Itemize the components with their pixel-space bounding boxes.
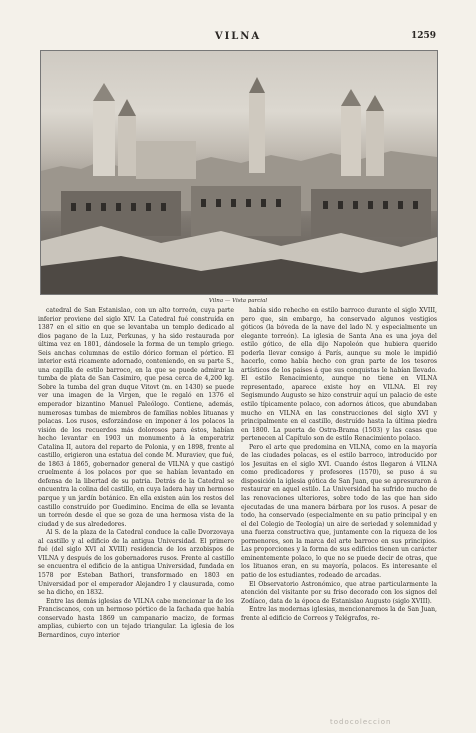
paragraph: catedral de San Estanislao, con un alto torreón, cuya parte inferior proviene del siglo XIV. La Catedral fué construída en 1387 en el sitio en que se levantaba un templo dedicado al dios pagano de la Luz, Perkunas, y ha sido restaurada por última vez en 1801, dándosele la forma de un templo griego. Seis anchas columnas de estilo dórico forman el pórtico. El interior está ricamente adornado, conteniendo, en su parte S., una capilla de estilo barroco, en la que se puede admirar la tumba de plata de San Casimiro, que pesa cerca de 4,200 kg. Sobre la tumba del gran duque Vitovt (m. en 1430) se puede ver una imagen de la Virgen, que le regaló en 1376 el emperador bizantino Manuel Paleólogo. Contiene, además, numerosas tumbas de miembros de familias nobles lituanas y polacas. Los rusos, esforzándose en imponer á los polacos la visión de los recuerdos más dolorosos para éstos, habían hecho levantar en 1903 un monumento á la emperatriz Catalina II, autora del reparto de Polonia, y en 1898, frente al castillo, erigieron una estatua del conde M. Muraviev, que fué, de 1863 á 1865, gobernador general de VILNA y que castigó cruelmente á los polacos por que se habían levantado en defensa de la libertad de su patria. Detrás de la Catedral se encuentra la colina del castillo, en cuya ladera hay un hermoso parque y un jardín botánico. En ella existen aún los restos del castillo construído por Guedimino. Encima de ella se levanta un torreón desde el que se goza de una hermosa vista de la ciudad y de sus alrededores.: [38, 307, 234, 528]
city-panorama-photo: [40, 50, 438, 295]
paragraph: Entre las modernas iglesias, mencionaremos la de San Juan, frente al edificio de Correos y Telégrafos, re-: [241, 606, 437, 622]
paragraph: Entre las demás iglesias de VILNA cabe mencionar la de los Franciscanos, con un hermoso pórtico de la fachada que había conservado hasta 1869 un campanario macizo, de formas amplias, cubierto con un tejado triangular. La iglesia de los Bernardinos, cuyo interior: [38, 597, 234, 639]
figure-caption: Vilna — Vista parcial: [208, 298, 268, 304]
page-number: 1259: [410, 31, 436, 41]
watermark-text: todocoleccion: [330, 718, 392, 726]
paragraph: había sido rehecho en estilo barroco durante el siglo XVIII, pero que, sin embargo, ha conservado algunos vestigios góticos (la bóveda de la nave del lado N. y especialmente un elegante torreón). La iglesia de Santa Ana es una joya del estilo gótico, de ella dijo Napoleón que hubiera querido poderla llevar consigo á París, aunque su mole le impidió hacerlo, como había hecho con gran parte de los tesoros artísticos de los países á que sus conquistas le habían llevado. El estilo Renacimiento, aunque no tiene en VILNA representado, aparece existe hoy en VILNA. El rey Segismundo Augusto se hizo construir aquí un palacio de este estilo típicamente polaco, con adornos áticos, que abundaban mucho en VILNA en las construcciones del siglo XVI y principalmente en el castillo, destruído hasta la última piedra en 1800. La puerta de Ostra-Brama (1503) y las casas que pertenecen al Capítulo son de estilo Renacimiento polaco.: [241, 307, 437, 443]
paragraph: Pero el arte que predomina en VILNA, como en la mayoría de las ciudades polacas, es el estilo barroco, introducido por los Jesuitas en el siglo XVI. Cuando éstos llegaron á VILNA como predicadores y profesores (1570), se puso á su disposición la iglesia gótica de San Juan, que se apresuraron á restaurar en aquel estilo. La Universidad ha sufrido mucho de las renovaciones ulteriores, sobre todo de las que han sido ejecutadas de una manera bárbara por los rusos. A pesar de todo, ha conservado (especialmente en su patio principal y en el del Colegio de Teología) un aire de seriedad y solemnidad y una fuerza constructiva que, juntamente con la riqueza de los pormenores, son la marca del arte barroco en sus principios. Las proporciones y la forma de sus edificios tienen un carácter eminentemente polaco, lo que no se puede decir de otras, que los lituanos eran, en su mayoría, polacos. Es interesante el patio de los estudiantes, rodeado de arcadas.: [241, 443, 437, 579]
paragraph: El Observatorio Astronómico, que atrae particularmente la atención del visitante por su friso decorado con los signos del Zodíaco, data de la época de Estanislao Augusto (siglo XVIII).: [241, 580, 437, 605]
paragraph: Al S. de la plaza de la Catedral conduce la calle Dvorzovaya al castillo y al edificio de la antigua Universidad. El primero fué (del siglo XVI al XVIII) residencia de los arzobispos de VILNA y después de los gobernadores rusos. Frente al castillo se encuentra el edificio de la antigua Universidad, fundada en 1578 por Esteban Bathori, transformado en 1803 en Universidad por el emperador Alejandro I y clausurada, como se ha dicho, en 1832.: [38, 529, 234, 597]
left-text-column: [38, 307, 234, 640]
right-text-column: [241, 307, 437, 623]
running-header-title: VILNA: [214, 31, 262, 42]
